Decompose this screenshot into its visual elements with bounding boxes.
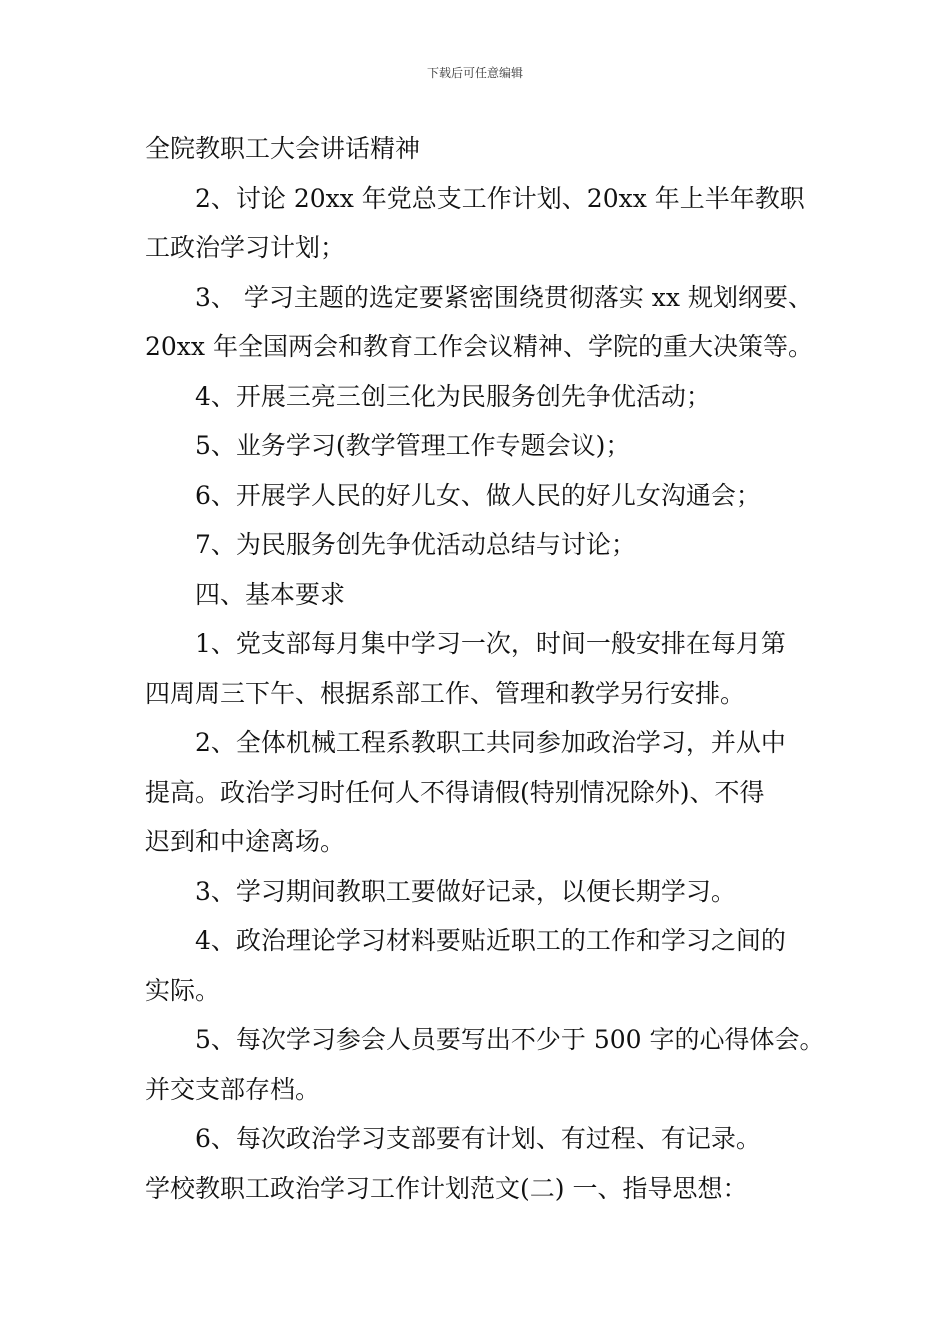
- text-line: 学校教职工政治学习工作计划范文(二) 一、指导思想：: [145, 1173, 748, 1203]
- text-line: 6、每次政治学习支部要有计划、有过程、有记录。: [195, 1124, 761, 1153]
- section-heading: 四、基本要求: [195, 579, 346, 609]
- text-line: 并交支部存档。: [145, 1074, 321, 1104]
- text-line: 20xx 年全国两会和教育工作会议精神、学院的重大决策等。: [145, 332, 813, 361]
- text-line: 工政治学习计划；: [145, 233, 346, 262]
- text-line: 3、学习期间教职工要做好记录，以便长期学习。: [195, 876, 736, 906]
- text-line: 2、全体机械工程系教职工共同参加政治学习，并从中: [195, 728, 786, 757]
- text-line: 7、为民服务创先争优活动总结与讨论；: [195, 530, 636, 559]
- text-line: 4、开展三亮三创三化为民服务创先争优活动；: [195, 381, 711, 411]
- text-line: 3、 学习主题的选定要紧密围绕贯彻落实 xx 规划纲要、: [195, 282, 813, 312]
- text-line: 1、党支部每月集中学习一次，时间一般安排在每月第: [195, 629, 786, 658]
- text-line: 5、每次学习参会人员要写出不少于 500 字的心得体会。: [195, 1025, 825, 1054]
- text-line: 5、业务学习(教学管理工作专题会议)；: [195, 431, 631, 460]
- text-line: 2、讨论 20xx 年党总支工作计划、20xx 年上半年教职: [195, 183, 805, 213]
- text-line: 迟到和中途离场。: [145, 827, 346, 856]
- text-line: 4、政治理论学习材料要贴近职工的工作和学习之间的: [195, 926, 786, 955]
- text-line: 四周周三下午、根据系部工作、管理和教学另行安排。: [145, 678, 746, 708]
- document-body: [145, 124, 835, 1213]
- text-line: 实际。: [145, 975, 221, 1005]
- page-header: 下载后可任意编辑: [426, 66, 523, 80]
- text-line: 6、开展学人民的好儿女、做人民的好儿女沟通会；: [195, 480, 761, 510]
- text-line: 提高。政治学习时任何人不得请假(特别情况除外)、不得: [145, 777, 765, 807]
- text-line: 全院教职工大会讲话精神: [145, 134, 421, 163]
